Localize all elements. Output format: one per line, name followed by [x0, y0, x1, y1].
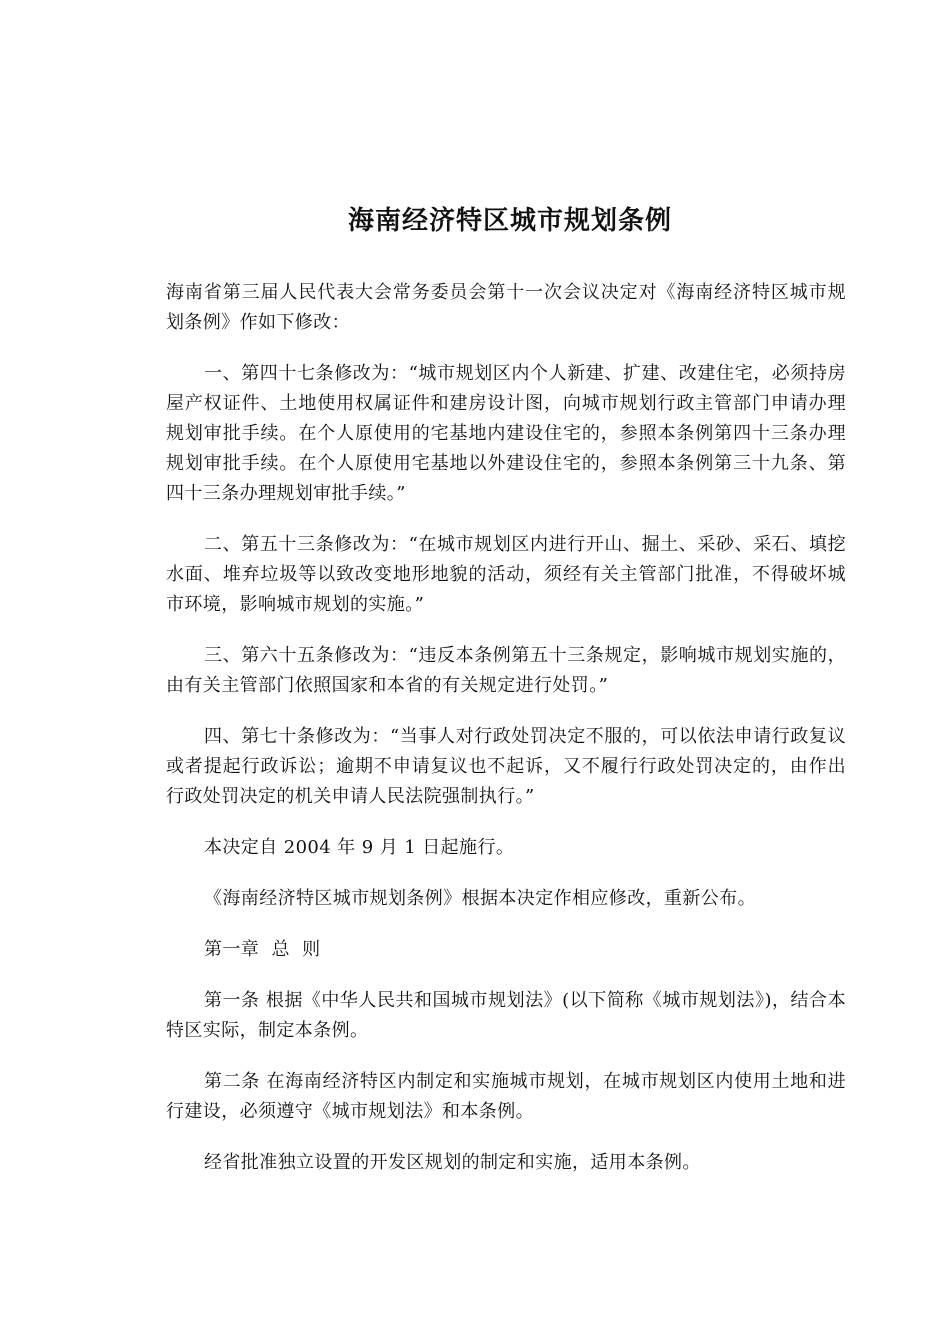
paragraph-amendment-2: 二、第五十三条修改为：“在城市规划区内进行开山、掘土、采砂、采石、填挖水面、堆弃垃圾等以致改变地形地貌的活动，须经有关主管部门批准，不得破坏城市环境，影响城市规划的实施。”: [166, 534, 846, 615]
paragraph-article-2-scope: 经省批准独立设置的开发区规划的制定和实施，适用本条例。: [204, 1152, 701, 1173]
chapter-heading: 第一章 总 则: [204, 939, 321, 960]
document-body: [166, 278, 846, 1199]
paragraph-effective-date: 本决定自 2004 年 9 月 1 日起施行。: [204, 837, 515, 858]
paragraph-amendment-1: 一、第四十七条修改为：“城市规划区内个人新建、扩建、改建住宅，必须持房屋产权证件、土地使用权属证件和建房设计图，向城市规划行政主管部门申请办理规划审批手续。在个人原使用的宅基地内建设住宅的，参照本条例第四十三条办理规划审批手续。在个人原使用宅基地以外建设住宅的，参照本条例第三十九条、第四十三条办理规划审批手续。”: [166, 363, 846, 504]
paragraph-article-1: 第一条 根据《中华人民共和国城市规划法》(以下简称《城市规划法》)，结合本特区实际，制定本条例。: [166, 990, 846, 1041]
paragraph-amendment-3: 三、第六十五条修改为：“违反本条例第五十三条规定，影响城市规划实施的，由有关主管部门依照国家和本省的有关规定进行处罚。”: [166, 645, 846, 696]
paragraph-preamble: 海南省第三届人民代表大会常务委员会第十一次会议决定对《海南经济特区城市规划条例》作如下修改：: [166, 282, 846, 333]
paragraph-article-2: 第二条 在海南经济特区内制定和实施城市规划，在城市规划区内使用土地和进行建设，必须遵守《城市规划法》和本条例。: [166, 1071, 846, 1122]
paragraph-amendment-4: 四、第七十条修改为：“当事人对行政处罚决定不服的，可以依法申请行政复议或者提起行政诉讼；逾期不申请复议也不起诉，又不履行行政处罚决定的，由作出行政处罚决定的机关申请人民法院强制执行。”: [166, 726, 846, 807]
document-title: 海南经济特区城市规划条例: [347, 206, 672, 236]
paragraph-republish: 《海南经济特区城市规划条例》根据本决定作相应修改，重新公布。: [204, 888, 756, 909]
